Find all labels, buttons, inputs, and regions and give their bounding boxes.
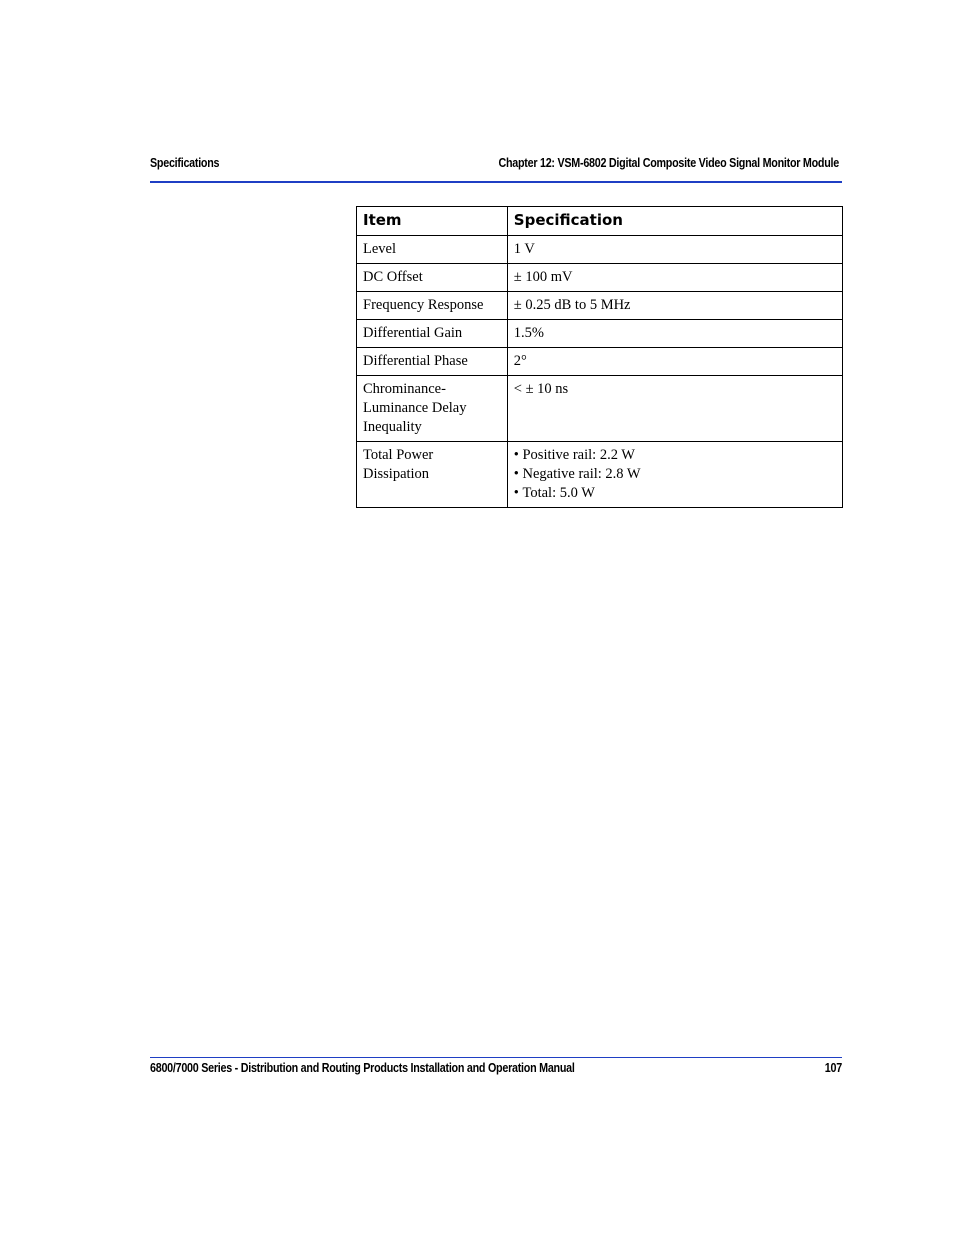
item-line: Luminance Delay bbox=[363, 400, 467, 416]
item-cell: Level bbox=[357, 236, 508, 264]
list-item: • Total: 5.0 W bbox=[514, 484, 836, 503]
spec-cell: 1.5% bbox=[507, 320, 842, 348]
item-cell bbox=[357, 442, 508, 508]
item-cell: Differential Phase bbox=[357, 348, 508, 376]
column-header-specification: Specification bbox=[507, 207, 842, 236]
table-row bbox=[357, 236, 843, 264]
page-footer bbox=[150, 1057, 842, 1088]
header-chapter-title: Chapter 12: VSM-6802 Digital Composite Video Signal Monitor Module bbox=[498, 156, 839, 170]
item-cell: Differential Gain bbox=[357, 320, 508, 348]
column-header-item: Item bbox=[357, 207, 508, 236]
footer-manual-title: 6800/7000 Series - Distribution and Routing Products Installation and Operation Manual bbox=[150, 1061, 575, 1075]
page-number: 107 bbox=[824, 1061, 842, 1075]
table-row bbox=[357, 348, 843, 376]
list-item: • Negative rail: 2.8 W bbox=[514, 465, 836, 484]
spec-cell: ± 100 mV bbox=[507, 264, 842, 292]
list-item: • Positive rail: 2.2 W bbox=[514, 446, 836, 465]
spec-cell: 2° bbox=[507, 348, 842, 376]
spec-cell: ± 0.25 dB to 5 MHz bbox=[507, 292, 842, 320]
table-row bbox=[357, 376, 843, 442]
spec-cell: 1 V bbox=[507, 236, 842, 264]
spec-cell: < ± 10 ns bbox=[507, 376, 842, 442]
item-line: Total Power bbox=[363, 447, 434, 463]
page-header bbox=[150, 155, 842, 183]
item-cell: DC Offset bbox=[357, 264, 508, 292]
item-line: Inequality bbox=[363, 419, 422, 435]
table-row bbox=[357, 442, 843, 508]
table-row bbox=[357, 264, 843, 292]
item-line: Dissipation bbox=[363, 466, 430, 482]
table-row bbox=[357, 292, 843, 320]
spec-cell bbox=[507, 442, 842, 508]
item-cell bbox=[357, 376, 508, 442]
item-cell: Frequency Response bbox=[357, 292, 508, 320]
specifications-table bbox=[356, 206, 843, 508]
table-header-row bbox=[357, 207, 843, 236]
item-line: Chrominance- bbox=[363, 381, 446, 397]
power-bullet-list bbox=[514, 446, 836, 503]
table-row bbox=[357, 320, 843, 348]
header-section-title: Specifications bbox=[150, 156, 220, 170]
